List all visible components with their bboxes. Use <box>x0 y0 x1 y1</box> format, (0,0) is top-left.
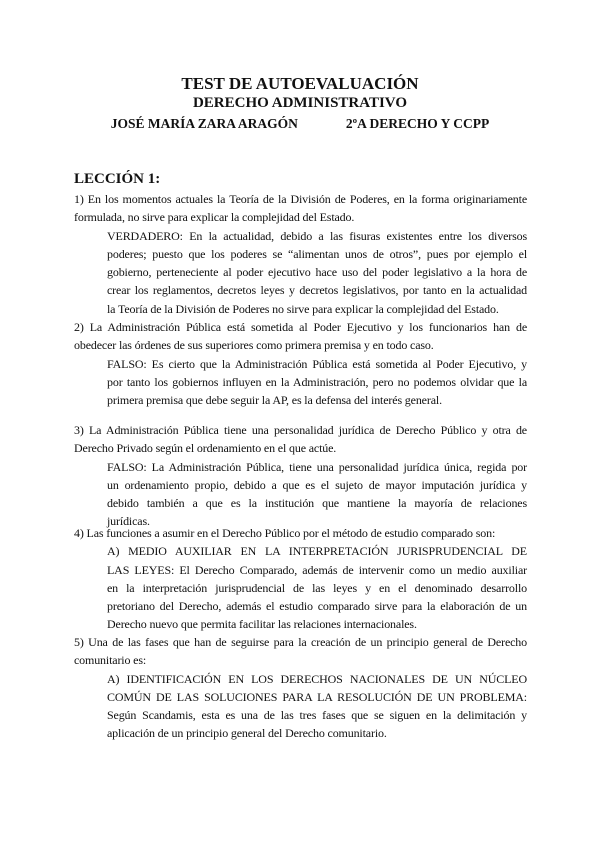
answer-text-line: pretoriano del Derecho, además el estudio comparado sirve para la elaboración de un <box>107 599 527 614</box>
question-text-line: 3) La Administración Pública tiene una personalidad jurídica de Derecho Público y otra de <box>74 423 527 437</box>
question-4 <box>74 524 527 634</box>
answer-text-line: poderes; puesto que los poderes se “alimentan unos de otros”, pues por ejemplo el <box>107 246 527 261</box>
answer-text <box>107 542 527 633</box>
answer-text-line: Derecho nuevo que permita facilitar las relaciones internacionales. <box>107 617 417 632</box>
question-2 <box>74 318 527 409</box>
question-text <box>74 190 527 227</box>
answer-text <box>107 227 527 318</box>
question-text-line: 2) La Administración Pública está sometida al Poder Ejecutivo y los funcionarios han de <box>74 320 527 334</box>
answer-text-line: Según Scandamis, esta es una de las tres fases que se siguen en la delimitación y <box>107 708 527 723</box>
question-text-line: Derecho Privado según el ordenamiento en el que actúe. <box>74 441 337 456</box>
answer-text-line: LAS LEYES: El Derecho Comparado, además de intervenir como un medio auxiliar <box>107 562 527 577</box>
question-1 <box>74 190 527 318</box>
answer-text-line: FALSO: Es cierto que la Administración Pública está sometida al Poder Ejecutivo, y <box>107 356 527 371</box>
question-text <box>74 421 527 458</box>
course-name: 2ºA DERECHO Y CCPP <box>345 116 490 131</box>
answer-text-line: A) IDENTIFICACIÓN EN LOS DERECHOS NACIONALES DE UN NÚCLEO <box>107 671 527 686</box>
question-3 <box>74 421 527 531</box>
document-subject: DERECHO ADMINISTRATIVO <box>192 95 408 111</box>
question-text-line: obedecer las órdenes de sus superiores como primera premisa y en todo caso. <box>74 338 434 353</box>
answer-text-line: COMÚN DE LAS SOLUCIONES PARA LA RESOLUCIÓN DE UN PROBLEMA: <box>107 689 527 704</box>
answer-text <box>107 670 527 743</box>
answer-text-line: crear los reglamentos, decretos leyes y decretos legislativos, por tanto en la actualidad <box>107 283 527 298</box>
question-5 <box>74 633 527 743</box>
answer-text-line: un ordenamiento propio, debido a que es el sujeto de mayor imputación jurídica y <box>107 477 527 492</box>
answer-text-line: A) MEDIO AUXILIAR EN LA INTERPRETACIÓN JURISPRUDENCIAL DE <box>107 544 527 559</box>
answer-text-line: la Teoría de la División de Poderes no sirve para explicar la complejidad del Estado. <box>107 301 499 316</box>
answer-text-line: por tanto los gobiernos influyen en la Administración, pero no podemos olvidar que la <box>107 374 527 389</box>
author-name: JOSÉ MARÍA ZARA ARAGÓN <box>110 116 298 131</box>
lesson-heading: LECCIÓN 1: <box>74 171 161 187</box>
question-text <box>74 318 527 355</box>
author-course-line <box>0 116 600 132</box>
answer-text-line: jurídicas. <box>107 514 150 529</box>
answer-text-line: gobierno, perteneciente al poder ejecutivo hace uso del poder legislativo a la hora de <box>107 265 527 280</box>
answer-text-line: en la interpretación jurisprudencial de las leyes y en el denominado desarrollo <box>107 580 527 595</box>
question-text <box>74 633 527 670</box>
question-text <box>74 524 527 542</box>
document-title: TEST DE AUTOEVALUACIÓN <box>181 74 419 93</box>
answer-text-line: FALSO: La Administración Pública, tiene una personalidad jurídica única, regida por <box>107 459 527 474</box>
question-text-line: 1) En los momentos actuales la Teoría de la División de Poderes, en la forma originariamente <box>74 192 527 206</box>
question-text-line: formulada, no sirve para explicar la complejidad del Estado. <box>74 210 355 225</box>
answer-text <box>107 458 527 531</box>
question-text-line: comunitario es: <box>74 653 147 668</box>
answer-text-line: debido también a que es la institución que mantiene la mayoría de relaciones <box>107 496 527 511</box>
answer-text-line: aplicación de un principio general del Derecho comunitario. <box>107 726 387 741</box>
answer-text-line: VERDADERO: En la actualidad, debido a las fisuras existentes entre los diversos <box>107 228 527 243</box>
answer-text <box>107 355 527 410</box>
question-text-line: 5) Una de las fases que han de seguirse para la creación de un principio general de Derecho <box>74 635 527 649</box>
answer-text-line: primera premisa que debe seguir la AP, es la defensa del interés general. <box>107 393 442 408</box>
question-text-line: 4) Las funciones a asumir en el Derecho Público por el método de estudio comparado son: <box>74 526 496 540</box>
